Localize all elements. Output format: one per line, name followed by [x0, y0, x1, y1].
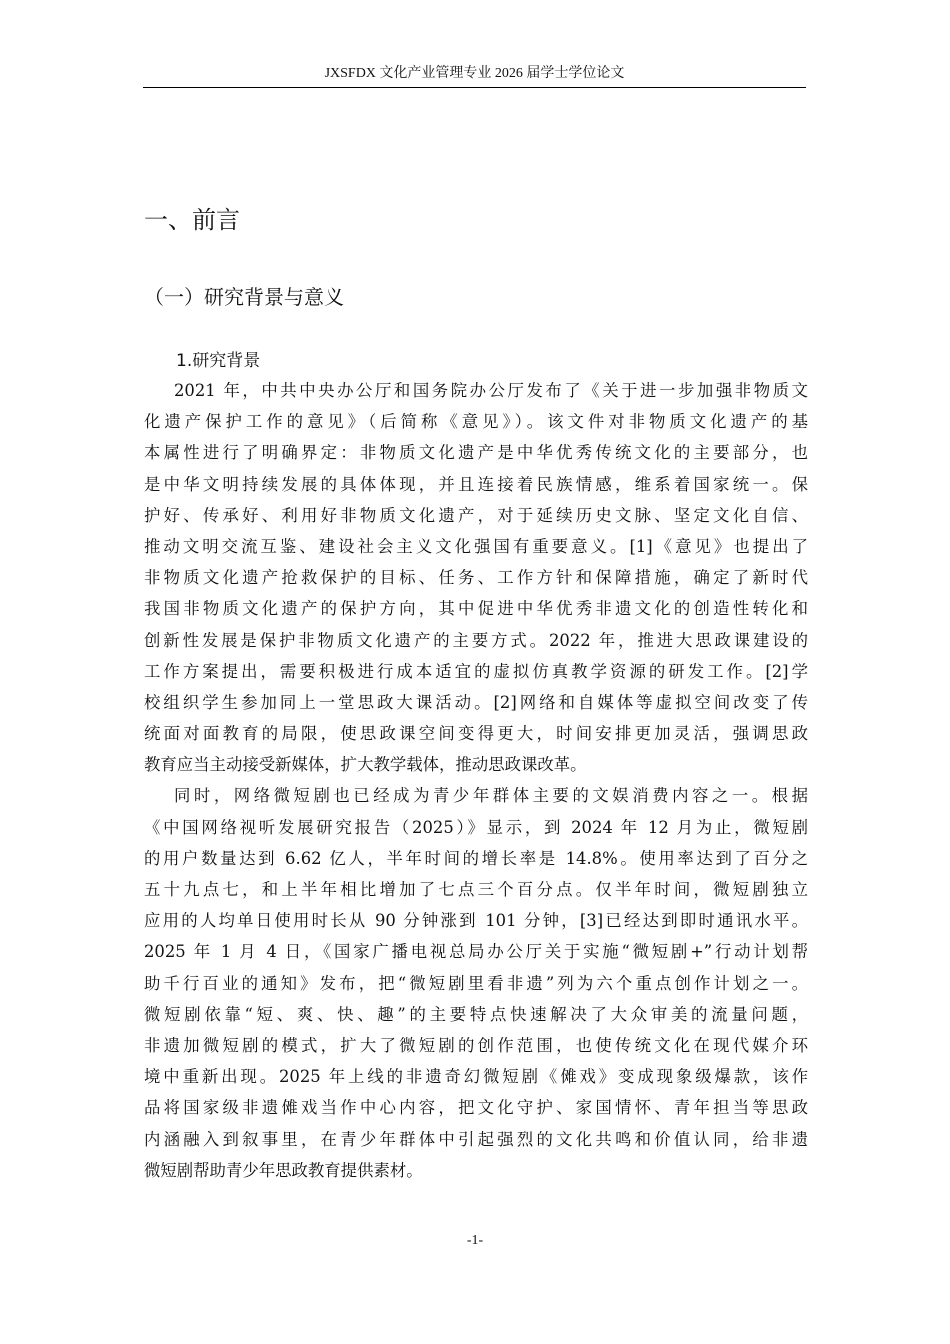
text-line: 应用的人均单日使用时长从 90 分钟涨到 101 分钟，[3]已经达到即时通讯水平。: [144, 911, 808, 931]
text-line: 护好、传承好、利用好非物质文化遗产，对于延续历史文脉、坚定文化自信、: [144, 505, 808, 525]
text-line: 本属性进行了明确界定：非物质文化遗产是中华优秀传统文化的主要部分，也: [144, 443, 808, 463]
text-line: 助千行百业的通知》发布，把“微短剧里看非遗”列为六个重点创作计划之一。: [144, 973, 808, 993]
text-line: 非遗加微短剧的模式，扩大了微短剧的创作范围，也使传统文化在现代媒介环: [144, 1035, 808, 1055]
text-line: 非物质文化遗产抢救保护的目标、任务、工作方针和保障措施，确定了新时代: [144, 568, 808, 588]
subsection-heading: 1.研究背景: [176, 351, 261, 371]
text-line: 2021 年，中共中央办公厅和国务院办公厅发布了《关于进一步加强非物质文: [174, 381, 808, 400]
header-rule: [143, 87, 806, 88]
text-line: 统面对面教育的局限，使思政课空间变得更大，时间安排更加灵活，强调思政: [144, 724, 808, 744]
body-text: [144, 375, 808, 1186]
text-line: 《中国网络视听发展研究报告（2025）》显示，到 2024 年 12 月为止，微短剧: [144, 817, 808, 837]
text-line: 化遗产保护工作的意见》（后简称《意见》）。该文件对非物质文化遗产的基: [144, 412, 808, 432]
text-line: 内涵融入到叙事里，在青少年群体中引起强烈的文化共鸣和价值认同，给非遗: [144, 1129, 808, 1149]
text-line: 2025 年 1 月 4 日，《国家广播电视总局办公厅关于实施“微短剧+”行动计划帮: [144, 942, 808, 962]
text-line: 的用户数量达到 6.62 亿人，半年时间的增长率是 14.8%。使用率达到了百分之: [144, 848, 808, 868]
text-line: 创新性发展是保护非物质文化遗产的主要方式。2022 年，推进大思政课建设的: [144, 630, 808, 650]
section-heading: （一）研究背景与意义: [144, 285, 344, 309]
text-line: 品将国家级非遗傩戏当作中心内容，把文化守护、家国情怀、青年担当等思政: [144, 1098, 808, 1118]
text-line: 同时，网络微短剧也已经成为青少年群体主要的文娱消费内容之一。根据: [174, 786, 808, 806]
page-number: -1-: [466, 1233, 484, 1248]
chapter-heading: 一、前言: [144, 206, 240, 234]
text-line: 微短剧依靠“短、爽、快、趣”的主要特点快速解决了大众审美的流量问题，: [144, 1004, 808, 1024]
running-header: JXSFDX 文化产业管理专业 2026 届学士学位论文: [324, 66, 625, 81]
text-line: 我国非物质文化遗产的保护方向，其中促进中华优秀非遗文化的创造性转化和: [144, 599, 808, 619]
text-line: 校组织学生参加同上一堂思政大课活动。[2]网络和自媒体等虚拟空间改变了传: [144, 692, 808, 712]
text-line: 五十九点七，和上半年相比增加了七点三个百分点。仅半年时间，微短剧独立: [144, 880, 808, 899]
text-line: 微短剧帮助青少年思政教育提供素材。: [144, 1160, 423, 1180]
text-line: 是中华文明持续发展的具体体现，并且连接着民族情感，维系着国家统一。保: [144, 474, 808, 494]
text-line: 工作方案提出，需要积极进行成本适宜的虚拟仿真教学资源的研发工作。[2]学: [144, 661, 808, 681]
text-line: 境中重新出现。2025 年上线的非遗奇幻微短剧《傩戏》变成现象级爆款，该作: [144, 1067, 808, 1087]
text-line: 推动文明交流互鉴、建设社会主义文化强国有重要意义。[1]《意见》也提出了: [144, 536, 808, 556]
text-line: 教育应当主动接受新媒体，扩大教学载体，推动思政课改革。: [144, 755, 587, 775]
